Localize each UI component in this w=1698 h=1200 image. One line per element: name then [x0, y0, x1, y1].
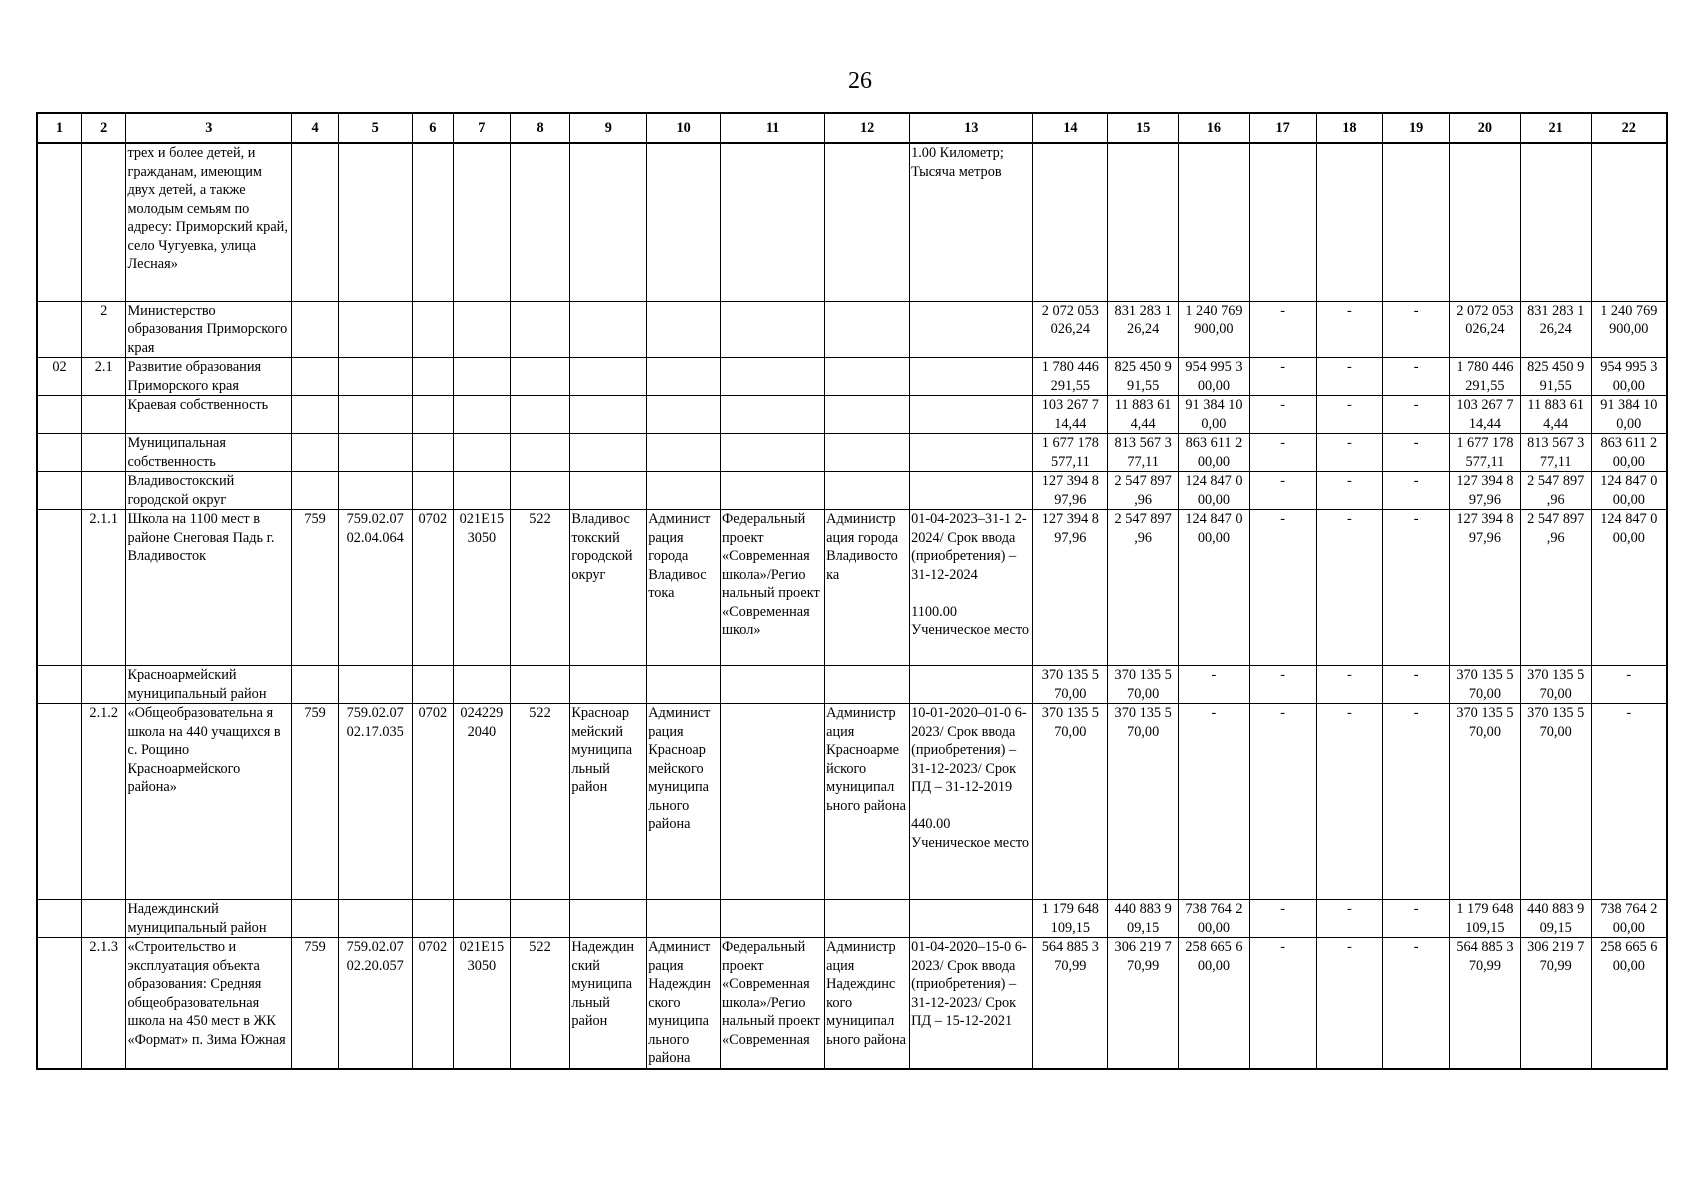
table-cell — [510, 434, 570, 472]
table-cell: Красноар мейский муниципа льный район — [570, 704, 647, 900]
table-cell — [1108, 143, 1179, 301]
table-cell: Админист рация Надеждин ского муниципа льного района — [647, 938, 721, 1069]
table-cell — [1450, 143, 1521, 301]
table-cell: 954 995 3 00,00 — [1179, 358, 1250, 396]
table-cell: 831 283 1 26,24 — [1520, 301, 1591, 358]
table-cell — [825, 143, 910, 301]
table-cell — [647, 358, 721, 396]
table-cell — [412, 900, 453, 938]
table-row — [37, 938, 1667, 1069]
table-cell: - — [1249, 358, 1316, 396]
table-cell — [721, 396, 825, 434]
table-cell — [721, 472, 825, 510]
table-row — [37, 510, 1667, 666]
table-cell — [570, 434, 647, 472]
table-cell: 522 — [510, 510, 570, 666]
table-cell: Федеральный проект «Современная школа»/Регио нальный проект «Современная — [721, 938, 825, 1069]
table-cell: 10-01-2020–01-0 6-2023/ Срок ввода (приобретения) – 31-12-2023/ Срок ПД – 31-12-2019 440.00 Ученическое место — [910, 704, 1033, 900]
table-cell — [81, 666, 125, 704]
table-body — [37, 143, 1667, 1069]
table-cell — [454, 472, 511, 510]
column-header: 6 — [412, 113, 453, 143]
table-cell — [81, 434, 125, 472]
table-cell: 2 072 053 026,24 — [1033, 301, 1108, 358]
table-cell: - — [1591, 704, 1667, 900]
table-cell: - — [1249, 510, 1316, 666]
data-table — [36, 112, 1668, 1070]
table-cell: 759 — [292, 938, 339, 1069]
table-cell — [37, 301, 81, 358]
table-cell: Надеждин ский муниципа льный район — [570, 938, 647, 1069]
column-header: 20 — [1450, 113, 1521, 143]
table-cell — [510, 358, 570, 396]
table-cell — [1383, 143, 1450, 301]
table-cell — [910, 472, 1033, 510]
table-cell: - — [1383, 434, 1450, 472]
table-cell — [647, 396, 721, 434]
table-cell: 564 885 3 70,99 — [1450, 938, 1521, 1069]
table-cell: 522 — [510, 938, 570, 1069]
table-cell: - — [1249, 396, 1316, 434]
column-header: 7 — [454, 113, 511, 143]
table-cell: 831 283 1 26,24 — [1108, 301, 1179, 358]
table-cell — [570, 666, 647, 704]
table-cell — [454, 434, 511, 472]
table-row — [37, 301, 1667, 358]
table-cell — [721, 666, 825, 704]
table-cell — [910, 666, 1033, 704]
table-cell — [292, 666, 339, 704]
column-header: 13 — [910, 113, 1033, 143]
table-cell: 021E15 3050 — [454, 510, 511, 666]
table-cell: 370 135 5 70,00 — [1108, 704, 1179, 900]
table-cell: 0702 — [412, 938, 453, 1069]
table-cell — [338, 666, 412, 704]
table-row — [37, 666, 1667, 704]
table-cell: 759.02.07 02.17.035 — [338, 704, 412, 900]
table-cell: 863 611 2 00,00 — [1179, 434, 1250, 472]
table-cell — [292, 472, 339, 510]
table-cell: - — [1316, 358, 1383, 396]
table-cell: 759.02.07 02.04.064 — [338, 510, 412, 666]
table-cell — [510, 396, 570, 434]
table-cell: Красноармейский муниципальный район — [126, 666, 292, 704]
table-cell: 813 567 3 77,11 — [1520, 434, 1591, 472]
table-cell: 91 384 10 0,00 — [1591, 396, 1667, 434]
table-cell: 024229 2040 — [454, 704, 511, 900]
column-header: 5 — [338, 113, 412, 143]
table-cell — [37, 434, 81, 472]
table-cell: - — [1316, 396, 1383, 434]
table-cell: 759 — [292, 704, 339, 900]
table-cell — [1520, 143, 1591, 301]
table-cell — [292, 301, 339, 358]
table-cell: 370 135 5 70,00 — [1450, 704, 1521, 900]
table-row — [37, 434, 1667, 472]
table-cell — [1179, 143, 1250, 301]
table-cell — [647, 434, 721, 472]
table-cell — [910, 301, 1033, 358]
table-cell — [338, 301, 412, 358]
table-cell: - — [1316, 434, 1383, 472]
table-cell — [721, 900, 825, 938]
table-cell: 738 764 2 00,00 — [1179, 900, 1250, 938]
table-cell — [825, 358, 910, 396]
table-cell — [510, 900, 570, 938]
table-cell: - — [1249, 301, 1316, 358]
table-cell — [825, 434, 910, 472]
table-cell — [292, 358, 339, 396]
table-cell: 01-04-2020–15-0 6-2023/ Срок ввода (приобретения) – 31-12-2023/ Срок ПД – 15-12-2021 — [910, 938, 1033, 1069]
table-cell — [37, 900, 81, 938]
table-cell — [37, 143, 81, 301]
table-cell: - — [1179, 704, 1250, 900]
table-cell: 2.1 — [81, 358, 125, 396]
table-cell: 825 450 9 91,55 — [1520, 358, 1591, 396]
header-row — [37, 113, 1667, 143]
table-cell — [412, 434, 453, 472]
table-row — [37, 358, 1667, 396]
table-cell: Администр ация города Владивосто ка — [825, 510, 910, 666]
table-cell — [910, 396, 1033, 434]
column-header: 15 — [1108, 113, 1179, 143]
table-cell — [454, 666, 511, 704]
table-cell — [338, 396, 412, 434]
table-cell: - — [1316, 472, 1383, 510]
table-cell: 825 450 9 91,55 — [1108, 358, 1179, 396]
table-row — [37, 900, 1667, 938]
table-cell: 91 384 10 0,00 — [1179, 396, 1250, 434]
column-header: 11 — [721, 113, 825, 143]
table-cell: - — [1383, 510, 1450, 666]
table-cell: 258 665 6 00,00 — [1591, 938, 1667, 1069]
table-cell: 370 135 5 70,00 — [1450, 666, 1521, 704]
table-cell — [1033, 143, 1108, 301]
table-cell: 127 394 8 97,96 — [1450, 472, 1521, 510]
table-cell: 370 135 5 70,00 — [1033, 704, 1108, 900]
table-cell: Развитие образования Приморского края — [126, 358, 292, 396]
table-cell: - — [1316, 301, 1383, 358]
table-cell: 306 219 7 70,99 — [1108, 938, 1179, 1069]
table-cell: - — [1249, 704, 1316, 900]
table-cell: 564 885 3 70,99 — [1033, 938, 1108, 1069]
table-cell — [81, 472, 125, 510]
table-cell — [647, 472, 721, 510]
table-cell — [37, 666, 81, 704]
table-cell — [292, 434, 339, 472]
table-cell — [1591, 143, 1667, 301]
table-cell — [825, 396, 910, 434]
table-cell — [37, 938, 81, 1069]
table-cell — [825, 301, 910, 358]
table-cell — [825, 472, 910, 510]
table-cell: 124 847 0 00,00 — [1179, 510, 1250, 666]
table-cell: - — [1249, 434, 1316, 472]
table-cell: 0702 — [412, 704, 453, 900]
table-row — [37, 143, 1667, 301]
table-cell: 127 394 8 97,96 — [1033, 510, 1108, 666]
table-cell: 2 072 053 026,24 — [1450, 301, 1521, 358]
table-cell — [570, 358, 647, 396]
table-cell: - — [1383, 301, 1450, 358]
column-header: 16 — [1179, 113, 1250, 143]
table-cell: 124 847 0 00,00 — [1591, 472, 1667, 510]
table-cell: 370 135 5 70,00 — [1033, 666, 1108, 704]
table-row — [37, 396, 1667, 434]
table-cell: 522 — [510, 704, 570, 900]
table-cell: 954 995 3 00,00 — [1591, 358, 1667, 396]
table-cell — [37, 396, 81, 434]
table-cell: Федеральный проект «Современная школа»/Регио нальный проект «Современная школ» — [721, 510, 825, 666]
table-cell: 103 267 7 14,44 — [1033, 396, 1108, 434]
table-cell: - — [1316, 666, 1383, 704]
table-cell: 0702 — [412, 510, 453, 666]
table-cell — [910, 358, 1033, 396]
table-cell: - — [1383, 358, 1450, 396]
table-cell — [570, 143, 647, 301]
table-cell: 103 267 7 14,44 — [1450, 396, 1521, 434]
table-cell: 440 883 9 09,15 — [1108, 900, 1179, 938]
column-header: 1 — [37, 113, 81, 143]
table-cell: 2.1.2 — [81, 704, 125, 900]
table-cell — [721, 434, 825, 472]
table-cell: Админист рация Красноар мейского муниципа льного района — [647, 704, 721, 900]
table-cell — [910, 900, 1033, 938]
table-cell: - — [1383, 666, 1450, 704]
table-cell: 1 677 178 577,11 — [1450, 434, 1521, 472]
column-header: 18 — [1316, 113, 1383, 143]
table-cell: - — [1249, 666, 1316, 704]
table-row — [37, 472, 1667, 510]
table-cell — [81, 900, 125, 938]
table-row — [37, 704, 1667, 900]
table-cell: - — [1383, 704, 1450, 900]
table-cell — [412, 358, 453, 396]
table-cell — [292, 396, 339, 434]
table-cell: Администр ация Надеждинс кого муниципал ьного района — [825, 938, 910, 1069]
table-cell: 1 240 769 900,00 — [1179, 301, 1250, 358]
table-cell: Краевая собственность — [126, 396, 292, 434]
table-cell: 01-04-2023–31-1 2-2024/ Срок ввода (приобретения) – 31-12-2024 1100.00 Ученическое место — [910, 510, 1033, 666]
table-cell — [910, 434, 1033, 472]
table-cell: 2.1.1 — [81, 510, 125, 666]
table-cell — [454, 358, 511, 396]
table-cell: 2 547 897 ,96 — [1108, 472, 1179, 510]
table-cell: Владивостокский городской округ — [126, 472, 292, 510]
table-cell — [510, 666, 570, 704]
table-cell: Министерство образования Приморского края — [126, 301, 292, 358]
table-cell — [338, 434, 412, 472]
table-cell — [454, 900, 511, 938]
table-cell: 440 883 9 09,15 — [1520, 900, 1591, 938]
column-header: 9 — [570, 113, 647, 143]
table-cell: 11 883 61 4,44 — [1520, 396, 1591, 434]
table-cell: 1 179 648 109,15 — [1033, 900, 1108, 938]
table-cell: 370 135 5 70,00 — [1108, 666, 1179, 704]
table-cell: 2 547 897 ,96 — [1520, 510, 1591, 666]
table-cell — [412, 301, 453, 358]
table-cell — [647, 666, 721, 704]
table-cell: 127 394 8 97,96 — [1450, 510, 1521, 666]
table-cell: Владивос токский городской округ — [570, 510, 647, 666]
table-cell: 021E15 3050 — [454, 938, 511, 1069]
table-cell — [1249, 143, 1316, 301]
table-cell: 2 — [81, 301, 125, 358]
column-header: 2 — [81, 113, 125, 143]
table-cell — [412, 396, 453, 434]
table-cell — [338, 358, 412, 396]
table-cell: - — [1249, 472, 1316, 510]
table-cell: - — [1316, 704, 1383, 900]
table-cell: 1 677 178 577,11 — [1033, 434, 1108, 472]
table-cell: - — [1383, 396, 1450, 434]
table-cell — [510, 301, 570, 358]
table-cell — [721, 358, 825, 396]
table-cell: - — [1383, 938, 1450, 1069]
table-cell — [647, 900, 721, 938]
table-cell — [570, 900, 647, 938]
table-cell: 306 219 7 70,99 — [1520, 938, 1591, 1069]
table-cell: «Общеобразовательна я школа на 440 учащихся в с. Рощино Красноармейского района» — [126, 704, 292, 900]
table-cell — [570, 301, 647, 358]
table-cell: трех и более детей, и гражданам, имеющим двух детей, а также молодым семьям по адресу: Приморский край, село Чугуевка, улица Лесная» — [126, 143, 292, 301]
table-cell: 2 547 897 ,96 — [1108, 510, 1179, 666]
table-cell: 738 764 2 00,00 — [1591, 900, 1667, 938]
table-cell: 1 780 446 291,55 — [1033, 358, 1108, 396]
column-header: 14 — [1033, 113, 1108, 143]
table-cell: 1 780 446 291,55 — [1450, 358, 1521, 396]
table-cell: Школа на 1100 мест в районе Снеговая Падь г. Владивосток — [126, 510, 292, 666]
table-cell: Надеждинский муниципальный район — [126, 900, 292, 938]
table-cell: Муниципальная собственность — [126, 434, 292, 472]
table-cell: 11 883 61 4,44 — [1108, 396, 1179, 434]
table-cell: 370 135 5 70,00 — [1520, 704, 1591, 900]
table-cell: - — [1249, 900, 1316, 938]
table-cell — [338, 900, 412, 938]
table-cell — [37, 472, 81, 510]
table-cell — [412, 666, 453, 704]
table-cell — [412, 143, 453, 301]
table-cell — [825, 900, 910, 938]
page-number: 26 — [848, 68, 872, 94]
table-cell: 258 665 6 00,00 — [1179, 938, 1250, 1069]
table-cell: - — [1316, 510, 1383, 666]
table-cell: Админист рация города Владивос тока — [647, 510, 721, 666]
table-cell: - — [1383, 900, 1450, 938]
table-cell — [721, 704, 825, 900]
table-cell — [37, 510, 81, 666]
column-header: 19 — [1383, 113, 1450, 143]
table-cell — [647, 143, 721, 301]
table-cell — [338, 472, 412, 510]
table-cell: 127 394 8 97,96 — [1033, 472, 1108, 510]
table-cell — [647, 301, 721, 358]
column-header: 4 — [292, 113, 339, 143]
table-cell: Администр ация Красноарме йского муниципал ьного района — [825, 704, 910, 900]
table-cell: - — [1316, 900, 1383, 938]
table-cell: 02 — [37, 358, 81, 396]
table-cell — [81, 143, 125, 301]
column-header: 22 — [1591, 113, 1667, 143]
column-header: 3 — [126, 113, 292, 143]
table-cell: 124 847 0 00,00 — [1179, 472, 1250, 510]
table-cell: 2 547 897 ,96 — [1520, 472, 1591, 510]
table-cell: - — [1383, 472, 1450, 510]
table-cell — [81, 396, 125, 434]
table-cell — [338, 143, 412, 301]
table-cell — [454, 143, 511, 301]
table-cell — [570, 396, 647, 434]
table-cell — [37, 704, 81, 900]
table-cell — [510, 472, 570, 510]
table-cell: - — [1179, 666, 1250, 704]
table-cell: 124 847 0 00,00 — [1591, 510, 1667, 666]
table-cell — [292, 143, 339, 301]
table-cell: 2.1.3 — [81, 938, 125, 1069]
table-cell: 1 240 769 900,00 — [1591, 301, 1667, 358]
table-cell — [721, 301, 825, 358]
table-cell — [412, 472, 453, 510]
table-cell — [292, 900, 339, 938]
table-cell: 1 179 648 109,15 — [1450, 900, 1521, 938]
table-cell: 1.00 Километр; Тысяча метров — [910, 143, 1033, 301]
column-header: 12 — [825, 113, 910, 143]
table-cell — [454, 301, 511, 358]
table-cell — [825, 666, 910, 704]
table-cell: 863 611 2 00,00 — [1591, 434, 1667, 472]
table-cell: 759.02.07 02.20.057 — [338, 938, 412, 1069]
table-cell: 813 567 3 77,11 — [1108, 434, 1179, 472]
table-cell — [721, 143, 825, 301]
table-cell: - — [1249, 938, 1316, 1069]
table-cell — [454, 396, 511, 434]
column-header: 8 — [510, 113, 570, 143]
table-cell — [510, 143, 570, 301]
column-header: 10 — [647, 113, 721, 143]
column-header: 17 — [1249, 113, 1316, 143]
table-cell — [1316, 143, 1383, 301]
table-cell — [570, 472, 647, 510]
table-cell: - — [1316, 938, 1383, 1069]
table-cell: 370 135 5 70,00 — [1520, 666, 1591, 704]
table-cell: «Строительство и эксплуатация объекта образования: Средняя общеобразовательная школа на 450 мест в ЖК «Формат» п. Зима Южная — [126, 938, 292, 1069]
column-header: 21 — [1520, 113, 1591, 143]
table-cell: - — [1591, 666, 1667, 704]
table-cell: 759 — [292, 510, 339, 666]
